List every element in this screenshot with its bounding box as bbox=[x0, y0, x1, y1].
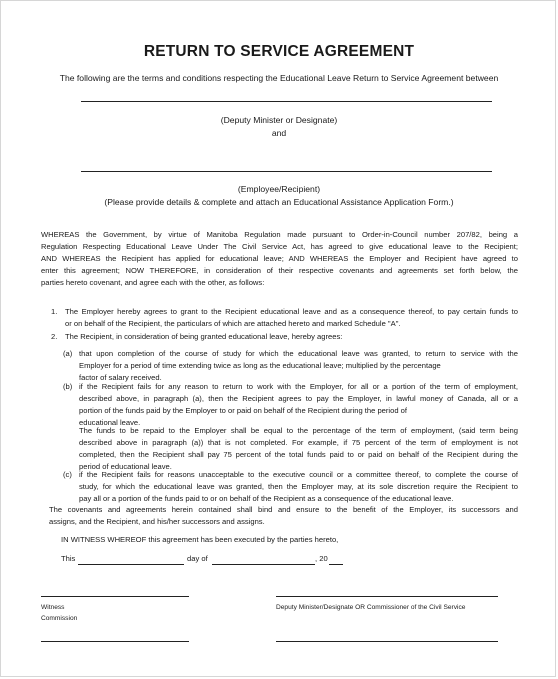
sub-line: described above, in paragraph (a), then the Recipient agrees to pay the Employer, in lawful money of Canada, all or a bbox=[79, 394, 518, 403]
deputy-signature-line[interactable] bbox=[276, 596, 498, 597]
intro-text: The following are the terms and conditions respecting the Educational Leave Return to Service Agreement between bbox=[59, 73, 499, 83]
clause-1-text bbox=[65, 306, 518, 330]
clause-2-number: 2. bbox=[51, 332, 58, 341]
clause-2-text bbox=[65, 331, 518, 343]
and-word: and bbox=[271, 128, 287, 138]
sub-line: Employer for a period of time extending twice as long as the educational leave; multiplied by the percentage bbox=[79, 361, 441, 370]
sub-line: portion of the funds paid by the Employer to or paid on behalf of the Recipient during the period of bbox=[79, 406, 408, 415]
deputy-sign-label: Deputy Minister/Designate OR Commissioner of the Civil Service bbox=[276, 604, 466, 611]
month-blank[interactable] bbox=[212, 564, 315, 565]
sub-line: educational leave. bbox=[79, 418, 141, 427]
whereas-paragraph bbox=[41, 229, 518, 289]
witness-signature-line[interactable] bbox=[41, 596, 189, 597]
sub-line: study, for which the educational leave was granted, then the Employer may, at its sole discretion require the Recipient to bbox=[79, 482, 518, 491]
sub-b-label: (b) bbox=[63, 382, 73, 391]
witness-label: Witness bbox=[41, 604, 65, 611]
whereas-line: parties hereto covenant, and agree each with the other, as follows: bbox=[41, 278, 265, 287]
year-prefix-text: , 20 bbox=[315, 554, 328, 563]
sub-line: if the Recipient fails for any reason to return to work with the Employer, for all or a portion of the term of employment, bbox=[79, 382, 518, 391]
year-prefix bbox=[315, 553, 328, 565]
day-of-label bbox=[187, 553, 208, 565]
sub-line: period of educational leave. bbox=[79, 462, 172, 471]
clause-line: The Employer hereby agrees to grant to the Recipient educational leave and as a consequence thereof, to pay certain funds to bbox=[65, 307, 518, 316]
sub-line: factor of salary received. bbox=[79, 373, 162, 382]
document-title: RETURN TO SERVICE AGREEMENT bbox=[143, 43, 415, 60]
witness-clause bbox=[61, 534, 338, 546]
sub-line: The funds to be repaid to the Employer shall be equal to the percentage of the term of employment, (said term being bbox=[79, 426, 518, 435]
deputy-signature-line-2[interactable] bbox=[276, 641, 498, 642]
sub-line: that upon completion of the course of study for which the educational leave was granted, to return to service with the bbox=[79, 349, 518, 358]
whereas-line: enter this agreement; NOW THEREFORE, in consideration of their respective covenants and agreements set forth below, the bbox=[41, 266, 518, 275]
sub-b-text bbox=[79, 381, 518, 429]
sub-a-label: (a) bbox=[63, 349, 73, 358]
sub-c-label: (c) bbox=[63, 470, 72, 479]
this-label bbox=[61, 553, 75, 565]
party1-signature-line[interactable] bbox=[81, 101, 492, 102]
day-of-label-text: day of bbox=[187, 554, 208, 563]
sub-c-text bbox=[79, 469, 518, 505]
party2-signature-line[interactable] bbox=[81, 171, 492, 172]
witness-clause-text: IN WITNESS WHEREOF this agreement has been executed by the parties hereto, bbox=[61, 535, 339, 544]
party1-label: (Deputy Minister or Designate) bbox=[220, 115, 338, 125]
party2-note: (Please provide details & complete and attach an Educational Assistance Application Form.) bbox=[104, 197, 454, 207]
sub-line: if the Recipient fails for reasons unacceptable to the executive council or a committee thereof, to complete the course of bbox=[79, 470, 518, 479]
day-blank[interactable] bbox=[78, 564, 184, 565]
whereas-line: Regulation Respecting Educational Leave Under The Civil Service Act, has agreed to give educational leave to the Recipient; bbox=[41, 242, 518, 251]
sub-line: completed, then the Recipient shall pay 75 percent of the total funds paid to or paid on behalf of the Recipient during the bbox=[79, 450, 518, 459]
this-label-text: This bbox=[61, 554, 76, 563]
whereas-line: AND WHEREAS the Recipient has applied for educational leave; AND WHEREAS the Employer and Recipient have agreed to bbox=[41, 254, 518, 263]
covenants-line: The covenants and agreements herein contained shall bind and ensure to the benefit of the Employer, its successors and bbox=[49, 505, 518, 514]
sub-line: described above in paragraph (a)) that is not completed. For example, if 75 percent of the term of employment is not bbox=[79, 438, 518, 447]
clause-line: The Recipient, in consideration of being granted educational leave, hereby agrees: bbox=[65, 332, 343, 341]
whereas-line: WHEREAS the Government, by virtue of Manitoba Regulation made pursuant to Order-in-Council number 207/82, being a bbox=[41, 230, 518, 239]
sub-line: pay all or a portion of the funds paid to or on behalf of the Recipient as a consequence of the educational leave. bbox=[79, 494, 454, 503]
sub-b-extra-text bbox=[79, 425, 518, 473]
witness-signature-line-2[interactable] bbox=[41, 641, 189, 642]
party2-label: (Employee/Recipient) bbox=[237, 184, 321, 194]
covenants-line: assigns, and the Recipient, and his/her successors and assigns. bbox=[49, 517, 265, 526]
commission-label: Commission bbox=[41, 615, 78, 622]
covenants-paragraph bbox=[49, 504, 518, 528]
clause-1-number: 1. bbox=[51, 307, 58, 316]
sub-a-text bbox=[79, 348, 518, 384]
year-blank[interactable] bbox=[329, 564, 343, 565]
clause-line: or on behalf of the Recipient, the particulars of which are attached hereto and marked Schedule "A". bbox=[65, 319, 401, 328]
